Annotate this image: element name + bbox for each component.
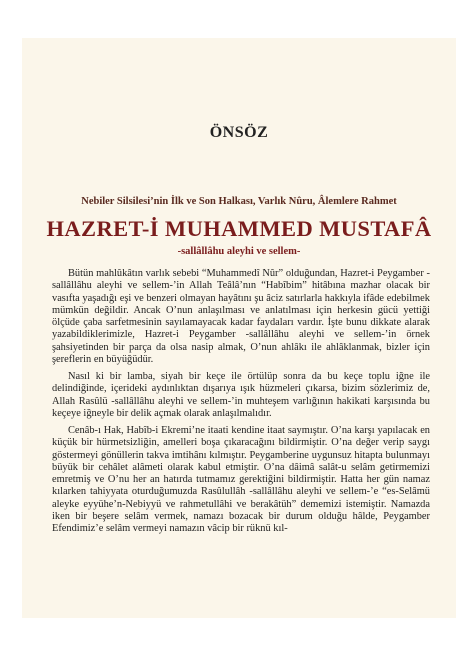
paragraph-3: Cenâb-ı Hak, Habîb-i Ekremi’ne itaati kendine itaat saymıştır. O’na karşı yapılacak en küçük bir hürmetsizliğin, amelleri boşa çıkaracağını bildirmiştir. O’na değer verip saygı göstermeyi gönüllerin takva imtihânı kılmıştır. Peygamberine uygunsuz hitapta bulunmayı büyük bir cehâlet alâmeti olarak kabul etmiştir. O’na dâimâ salât-u selâm getirmemizi emretmiş ve O’nu her an hatırda tutmamız gerektiğini bildirmiştir. Hatta her gün namaz kılarken tahiyyata oturduğumuzda Rasûlullâh -sallâllâhu aleyhi ve sellem-’e “es-Selâmü aleyke eyyühe’n-Nebiyyü ve rahmetullâhi ve berakâtüh” dememizi istemiştir. Namazda iken bir beşere selâm vermek, namazı bozacak bir durum olduğu hâlde, Peygamber Efendimiz’e selâm vermeyi namazın vâcip bir rüknü kıl- <box>52 425 430 534</box>
book-page <box>22 38 456 618</box>
paragraph-2: Nasıl ki bir lamba, siyah bir keçe ile örtülüp sonra da bu keçe toplu iğne ile delindiğinde, içerideki aydınlıktan dışarıya ışık hüzmeleri çıkarsa, bizim sözlerimiz de, Allah Rasûlü -sallâllâhu aleyhi ve sellem-’in muhteşem varlığının hakikati karşısında bu keçeye iğneyle bir delik açmak olarak anlaşılmalıdır. <box>52 371 430 419</box>
body-text <box>52 268 430 540</box>
benediction: -sallâllâhu aleyhi ve sellem- <box>177 246 301 257</box>
page-heading: ÖNSÖZ <box>209 124 269 141</box>
paragraph-1: Bütün mahlûkâtın varlık sebebi “Muhammedî Nûr” olduğundan, Hazret-i Peygamber -sallâllâhu aleyhi ve sellem-’in Allah Teâlâ’nın “Habîbim” hitâbına mazhar olacak bir vasıfta yaşadığı eşi ve benzeri olmayan hayâtını şu âciz satırlarla hakkıyla ifâde edebilmek mümkün değildir. Ancak O’nun anlaşılması ve anlatılması için herkesin gücü yettiği ölçüde çaba sarfetmesinin sayılamayacak kadar faydaları vardır. İşte bunu dikkate alarak yazabildiklerimizle, Hazret-i Peygamber -sallâllâhu aleyhi ve sellem-’in örnek şahsiyetinden bir parça da olsa nasip almak, O’nun ahlâkı ile ahlâklanmak, bizler için şereflerin en büyüğüdür. <box>52 268 430 365</box>
main-title: HAZRET-İ MUHAMMED MUSTAFÂ <box>46 216 432 241</box>
subtitle: Nebiler Silsilesi’nin İlk ve Son Halkası, Varlık Nûru, Âlemlere Rahmet <box>81 196 397 207</box>
